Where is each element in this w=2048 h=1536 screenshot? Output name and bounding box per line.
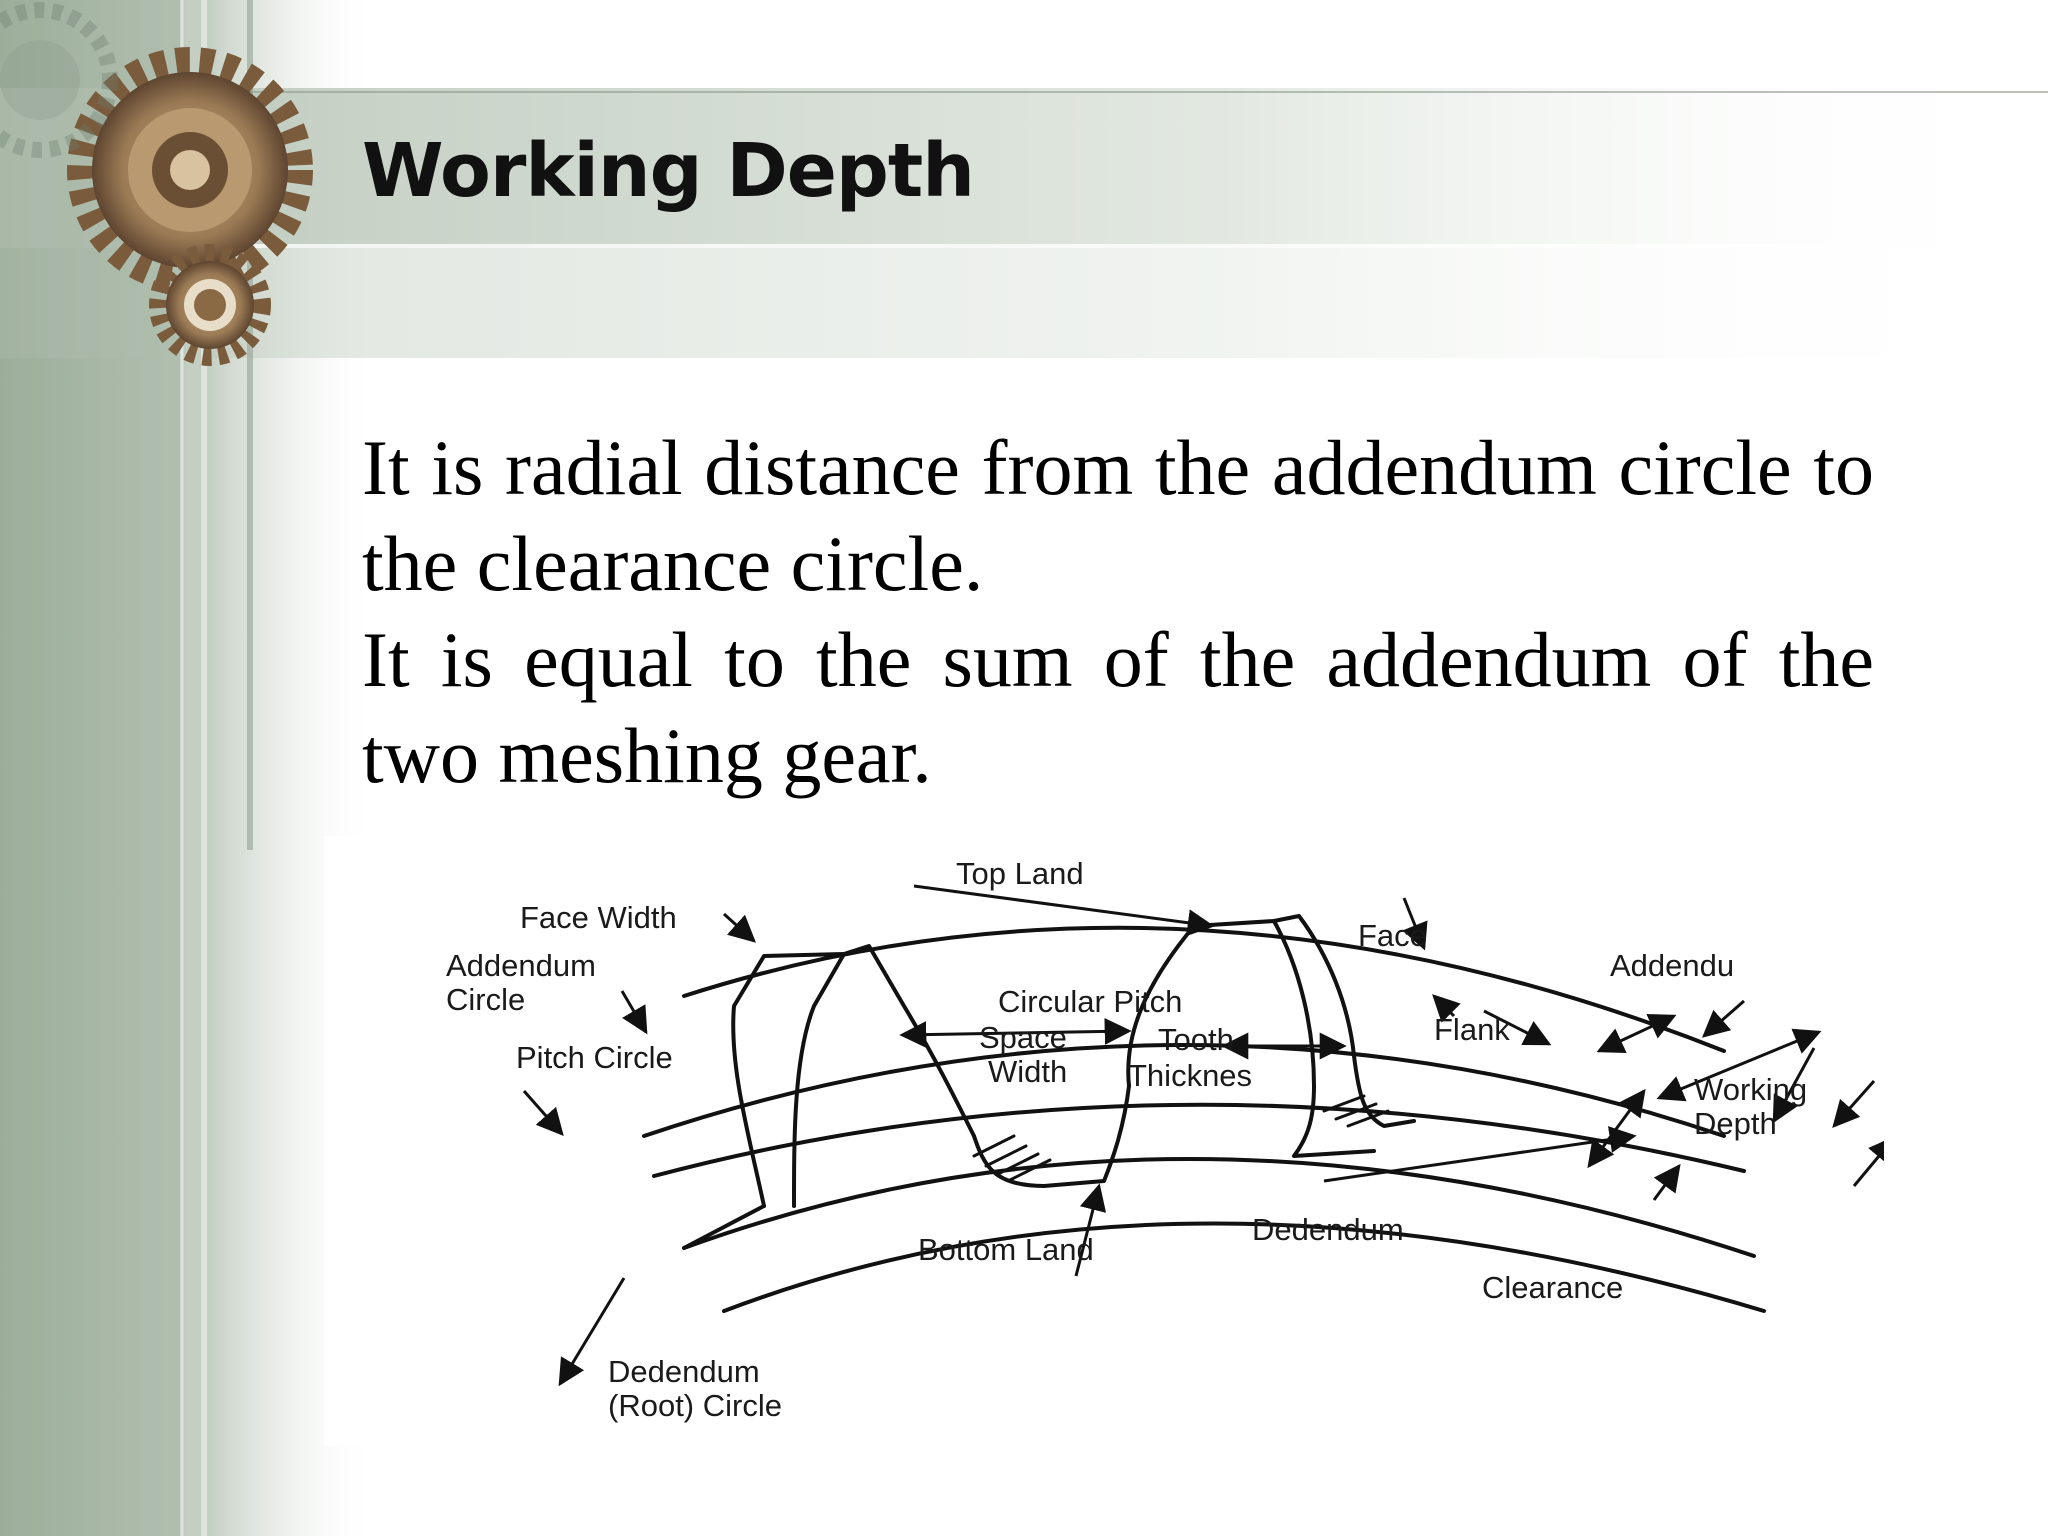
gear-tooth-left: [733, 954, 844, 1206]
label-addendum-circle-line2: Circle: [446, 982, 526, 1017]
slide-body: [362, 420, 1874, 804]
label-space-width-line2: Width: [988, 1054, 1068, 1089]
label-flank: Flank: [1434, 1012, 1510, 1047]
working-depth-circle-arc: [654, 1105, 1744, 1176]
label-top-land: Top Land: [956, 856, 1084, 891]
label-circular-pitch: Circular Pitch: [998, 984, 1183, 1019]
gear-terminology-diagram: [324, 836, 1884, 1446]
label-dedendum-root-circle-line2: (Root) Circle: [608, 1388, 782, 1423]
label-tooth-thickness-line2: Thicknes: [1128, 1058, 1253, 1093]
label-working-depth-line1: Working: [1694, 1072, 1808, 1107]
paragraph-definition: It is radial distance from the addendum circle to the clearance circle.: [362, 424, 1874, 607]
label-bottom-land: Bottom Land: [918, 1232, 1094, 1267]
label-clearance: Clearance: [1482, 1270, 1624, 1305]
label-pitch-circle: Pitch Circle: [516, 1040, 673, 1075]
slide-title: Working Depth: [362, 128, 974, 214]
label-tooth-thickness-line1: Tooth: [1158, 1022, 1234, 1057]
label-working-depth-line2: Depth: [1694, 1106, 1777, 1141]
label-dedendum-root-circle-line1: Dedendum: [608, 1354, 760, 1389]
paragraph-sum: It is equal to the sum of the addendum of the two meshing gear.: [362, 616, 1874, 799]
label-face: Face: [1358, 918, 1427, 953]
label-space-width-line1: Space: [979, 1020, 1067, 1055]
label-addendum: Addendu: [1610, 948, 1735, 983]
clearance-circle-arc: [684, 1159, 1754, 1256]
label-addendum-circle-line1: Addendum: [446, 948, 596, 983]
label-face-width: Face Width: [520, 900, 677, 935]
label-dedendum: Dedendum: [1252, 1212, 1404, 1247]
